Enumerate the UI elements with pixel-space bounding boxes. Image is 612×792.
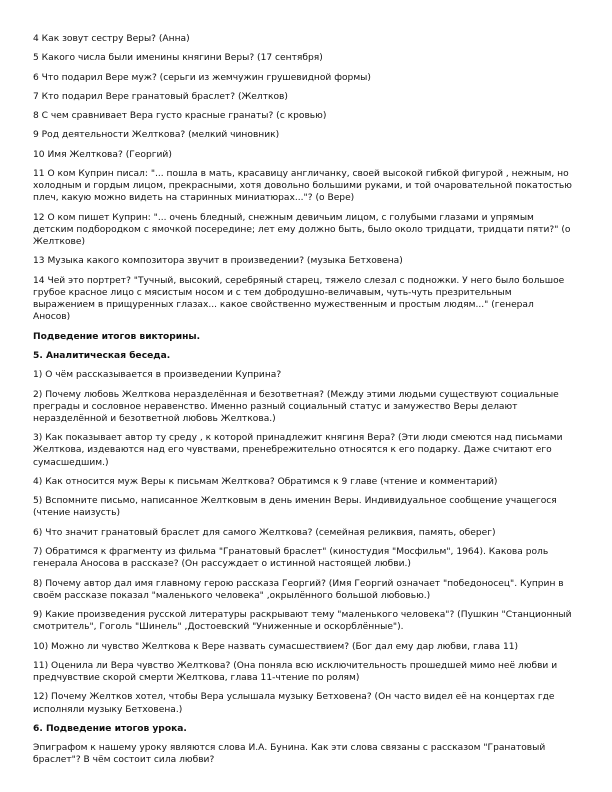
quiz-item: 10 Имя Желткова? (Георгий)	[33, 149, 172, 160]
quiz-item: 12 О ком пишет Куприн: "... очень бледный, снежным девичьим лицом, с голубыми глазами и упрямым детским подбородком с ямочкой посередине; лет ему должно быть, было около тридцати, тридцати пяти?" (о Желткове)	[33, 212, 571, 248]
quiz-item: 11 О ком Куприн писал: "... пошла в мать, красавицу англичанку, своей высокой гибкой фигурой , нежным, но холодным и гордым лицом, прекрасными, хотя довольно большими руками, и той очаровательной покатостью плеч, какую можно видеть на старинных миниатюрах..."? (о Вере)	[33, 169, 572, 204]
discussion-item: 2) Почему любовь Желткова неразделённая и безответная? (Между этими людьми существуют социальные преграды и сословное неравенство. Именно разный социальный статус и замужество Веры делают неразделённой и безответной любовь Желткова.)	[33, 389, 559, 424]
quiz-item: 7 Кто подарил Вере гранатовый браслет? (Желтков)	[33, 91, 288, 102]
discussion-item: 3) Как показывает автор ту среду , к которой принадлежит княгиня Вера? (Эти люди смеются над письмами Желткова, издеваются над его чувствами, пренебрежительно относятся к его подарку. Даже считают его сумасшедшим.)	[33, 433, 563, 468]
quiz-item: 8 С чем сравнивает Вера густо красные гранаты? (с кровью)	[33, 111, 327, 122]
discussion-item: 4) Как относится муж Веры к письмам Желткова? Обратимся к 9 главе (чтение и комментарий)	[33, 476, 498, 487]
quiz-item: 14 Чей это портрет? "Тучный, высокий, серебряный старец, тяжело слезал с подножки. У него было большое грубое красное лицо с мясистым носом и с тем добродушно-величавым, чуть-чуть презрительным выражением в прищуренных глазах... какое свойственно мужественным и простым людям..." (генерал Аносов)	[33, 275, 565, 323]
quiz-item: 13 Музыка какого композитора звучит в произведении? (музыка Бетховена)	[33, 256, 403, 267]
discussion-item: 1) О чём рассказывается в произведении Куприна?	[33, 370, 282, 381]
quiz-item: 5 Какого числа были именины княгини Веры? (17 сентября)	[33, 53, 323, 64]
discussion-item: 7) Обратимся к фрагменту из фильма "Гранатовый браслет" (киностудия "Мосфильм", 1964). Какова роль генерала Аносова в рассказе? (Он рассуждает о истинной настоящей любви.)	[33, 547, 549, 570]
closing-paragraph: Эпиграфом к нашему уроку являются слова И.А. Бунина. Как эти слова связаны с рассказом "Гранатовый браслет"? В чём состоит сила любви?	[33, 743, 546, 766]
quiz-item: 4 Как зовут сестру Веры? (Анна)	[33, 34, 190, 44]
discussion-item: 5) Вспомните письмо, написанное Желтковым в день именин Веры. Индивидуальное сообщение учащегося (чтение наизусть)	[33, 496, 557, 519]
quiz-item: 9 Род деятельности Желткова? (мелкий чиновник)	[33, 130, 280, 141]
discussion-item: 8) Почему автор дал имя главному герою рассказа Георгий? (Имя Георгий означает "победоносец". Куприн в своём рассказе показал "маленького человека" ,окрылённого большой любовью.)	[33, 578, 564, 601]
quiz-summary-heading: Подведение итогов викторины.	[33, 331, 201, 342]
section-heading: 5. Аналитическая беседа.	[33, 350, 171, 361]
quiz-item: 6 Что подарил Вере муж? (серьги из жемчужин грушевидной формы)	[33, 72, 371, 83]
section-heading: 6. Подведение итогов урока.	[33, 723, 187, 734]
discussion-item: 10) Можно ли чувство Желткова к Вере назвать сумасшествием? (Бог дал ему дар любви, глава 11)	[33, 641, 519, 652]
discussion-item: 9) Какие произведения русской литературы раскрывают тему "маленького человека"? (Пушкин "Станционный смотритель", Гоголь "Шинель" ,Достоевский "Униженные и оскорблённые").	[33, 610, 572, 633]
discussion-item: 12) Почему Желтков хотел, чтобы Вера услышала музыку Бетховена? (Он часто видел её на концертах где исполняли музыку Бетховена.)	[33, 692, 555, 715]
discussion-item: 11) Оценила ли Вера чувство Желткова? (Она поняла всю исключительность прошедшей мимо неё любви и предчувствие скорой смерти Желткова, глава 11-чтение по ролям)	[33, 660, 558, 684]
discussion-item: 6) Что значит гранатовый браслет для самого Желткова? (семейная реликвия, память, оберег)	[33, 527, 496, 538]
